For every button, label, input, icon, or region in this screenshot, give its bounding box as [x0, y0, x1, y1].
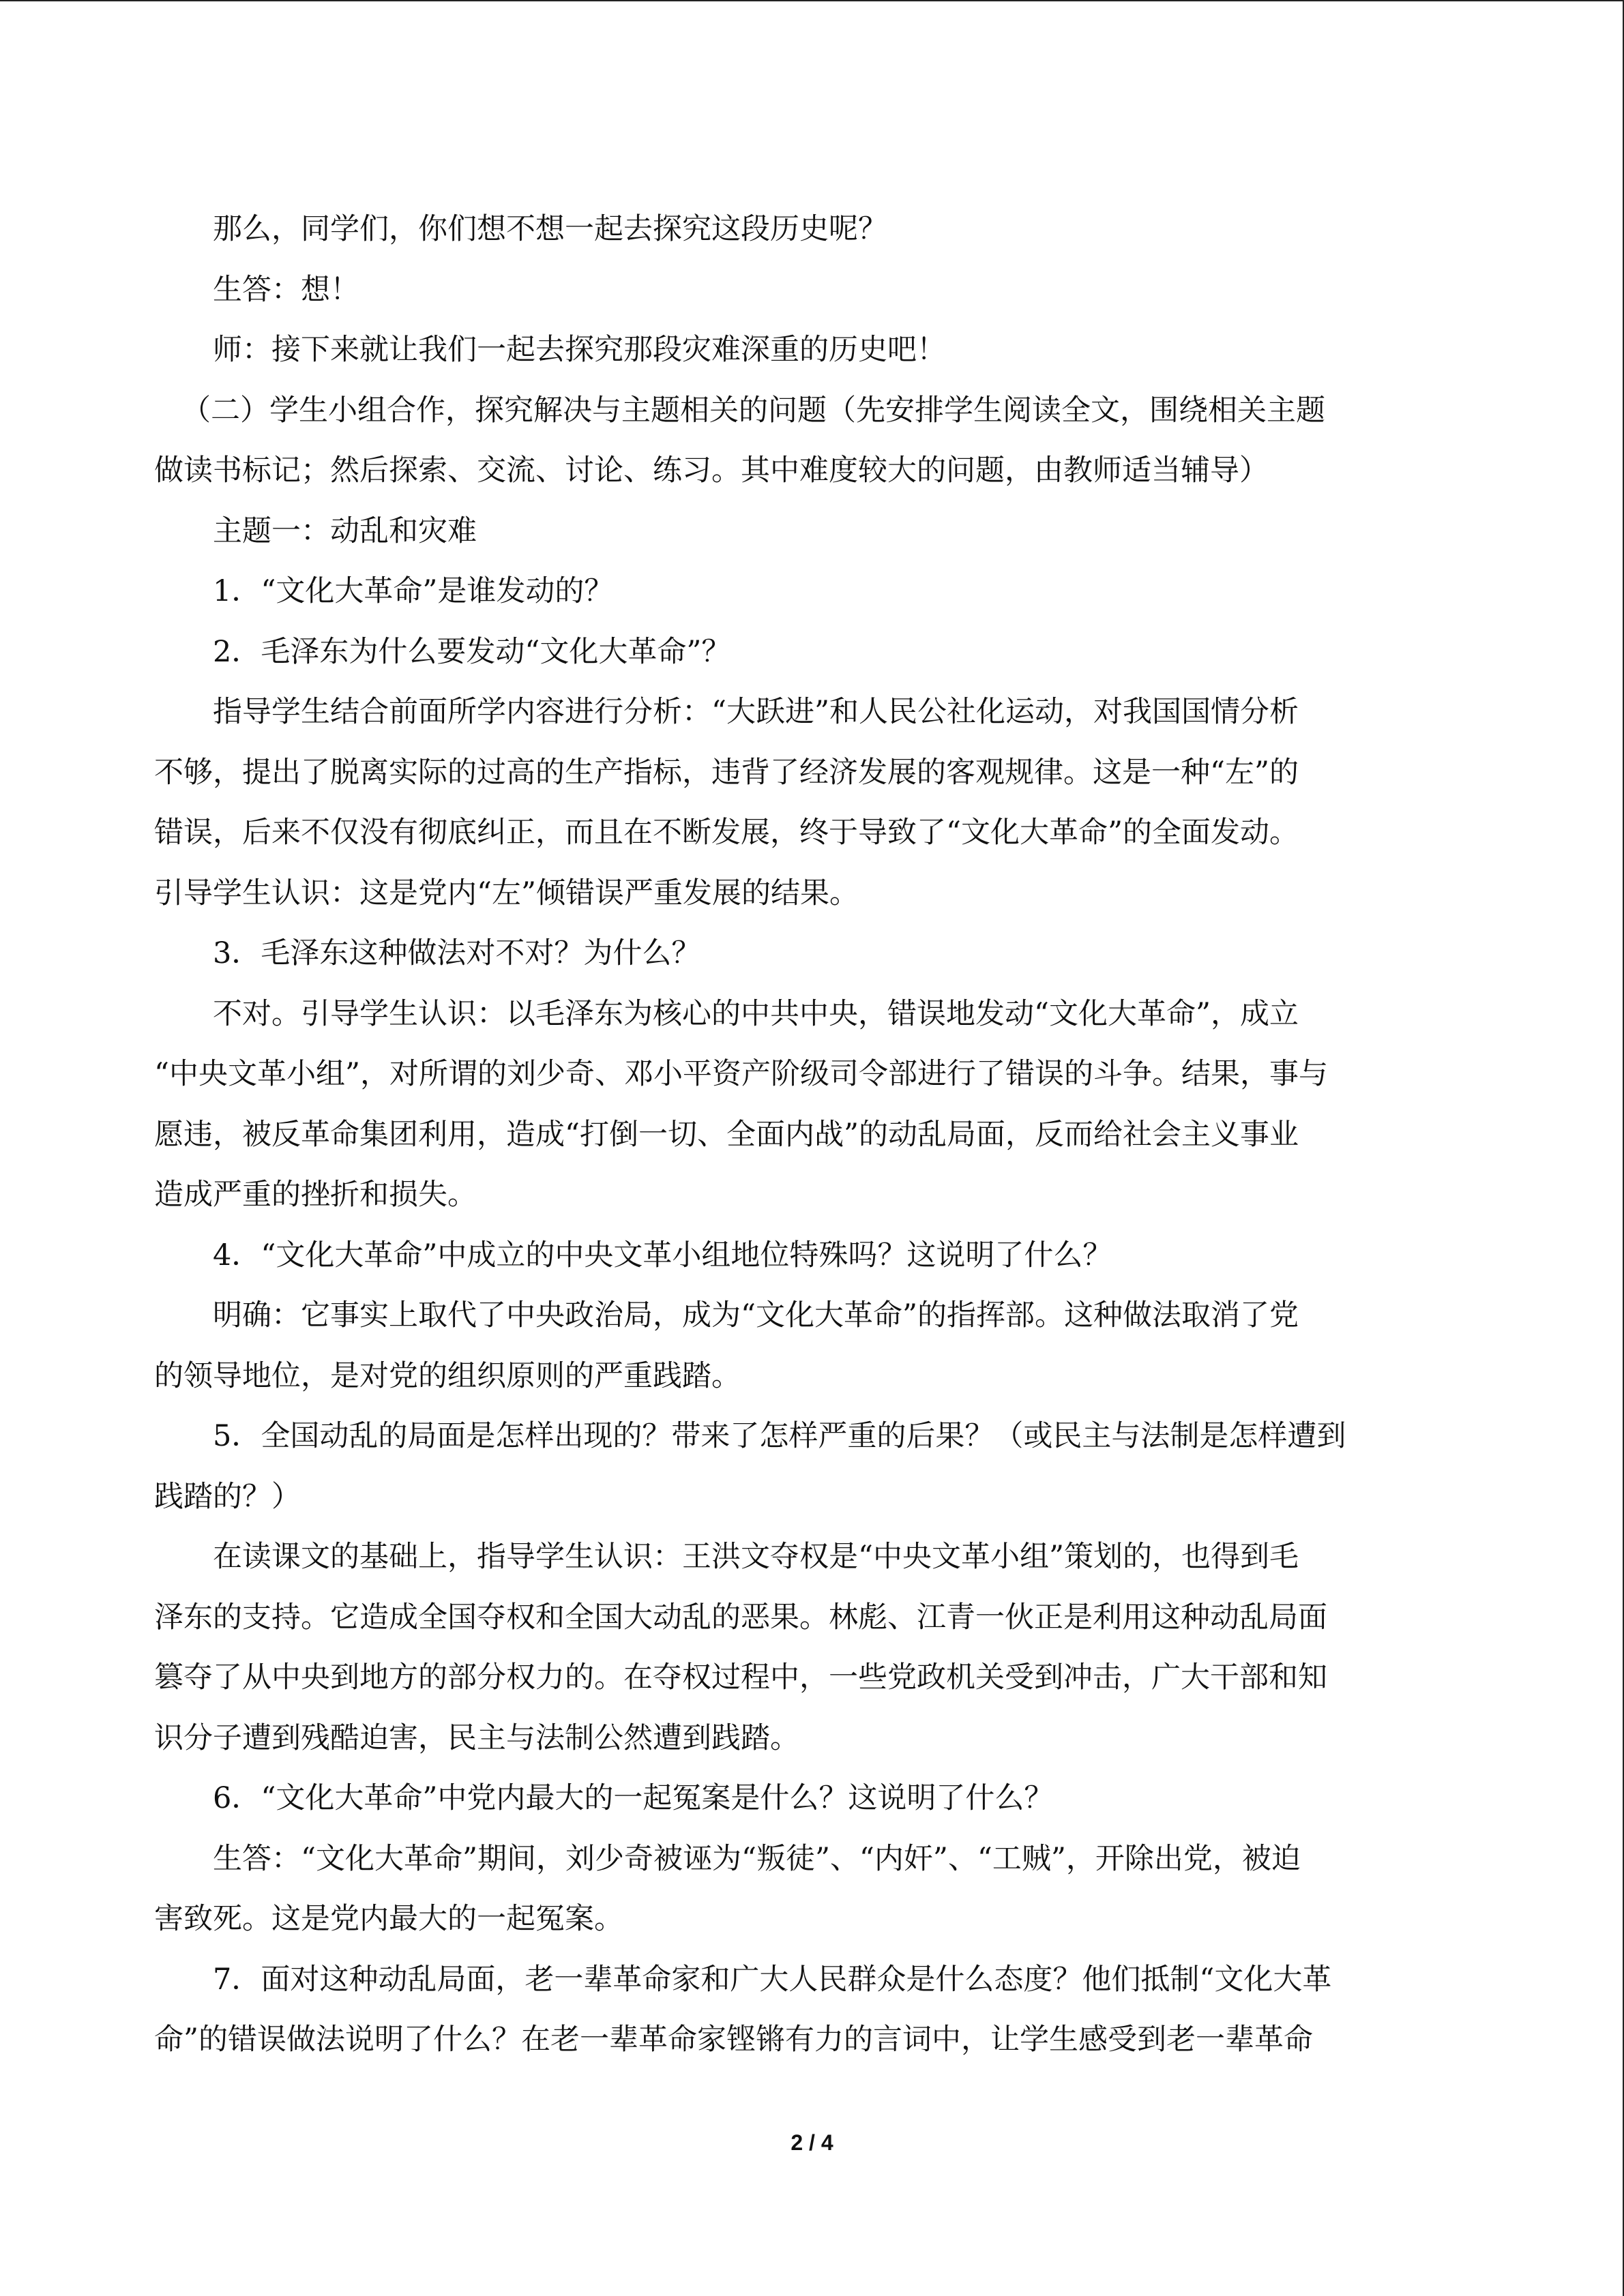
question-line: 6．“文化大革命”中党内最大的一起冤案是什么？这说明了什么？	[213, 1781, 1054, 1815]
paragraph-line: 识分子遭到残酷迫害，民主与法制公然遭到践踏。	[154, 1720, 799, 1755]
paragraph-line: 生答：想！	[213, 272, 359, 307]
paragraph-line: 指导学生结合前面所学内容进行分析：“大跃进”和人民公社化运动，对我国国情分析	[213, 695, 1299, 729]
paragraph-line: 不够，提出了脱离实际的过高的生产指标，违背了经济发展的客观规律。这是一种“左”的	[154, 755, 1299, 790]
question-line: 5．全国动乱的局面是怎样出现的？带来了怎样严重的后果？（或民主与法制是怎样遭到	[213, 1419, 1346, 1453]
paragraph-line: 命”的错误做法说明了什么？在老一辈革命家铿锵有力的言词中，让学生感受到老一辈革命	[154, 2023, 1313, 2057]
paragraph-line: 明确：它事实上取代了中央政治局，成为“文化大革命”的指挥部。这种做法取消了党	[213, 1298, 1299, 1332]
paragraph-line: 篡夺了从中央到地方的部分权力的。在夺权过程中，一些党政机关受到冲击，广大干部和知	[154, 1660, 1327, 1695]
page-number: 2 / 4	[791, 2130, 833, 2155]
paragraph-line: 生答：“文化大革命”期间，刘少奇被诬为“叛徒”、“内奸”、“工贼”，开除出党，被迫	[213, 1841, 1301, 1876]
question-line: 2．毛泽东为什么要发动“文化大革命”？	[213, 634, 731, 669]
paragraph-line: “中央文革小组”，对所谓的刘少奇、邓小平资产阶级司令部进行了错误的斗争。结果，事与	[154, 1057, 1328, 1091]
topic-heading: 主题一：动乱和灾难	[213, 513, 477, 548]
paragraph-line: 泽东的支持。它造成全国夺权和全国大动乱的恶果。林彪、江青一伙正是利用这种动乱局面	[154, 1600, 1327, 1635]
question-line: 7．面对这种动乱局面，老一辈革命家和广大人民群众是什么态度？他们抵制“文化大革	[213, 1962, 1332, 1997]
paragraph-line: 做读书标记；然后探索、交流、讨论、练习。其中难度较大的问题，由教师适当辅导）	[154, 453, 1269, 488]
paragraph-line: 愿违，被反革命集团利用，造成“打倒一切、全面内战”的动乱局面，反而给社会主义事业	[154, 1117, 1299, 1152]
document-body	[154, 199, 1474, 2070]
paragraph-line: 在读课文的基础上，指导学生认识：王洪文夺权是“中央文革小组”策划的，也得到毛	[213, 1540, 1299, 1574]
paragraph-line: 那么，同学们，你们想不想一起去探究这段历史呢？	[213, 212, 887, 246]
paragraph-line: 不对。引导学生认识：以毛泽东为核心的中共中央，错误地发动“文化大革命”，成立	[213, 996, 1299, 1031]
question-line: 1．“文化大革命”是谁发动的？	[213, 574, 614, 608]
paragraph-line: 害致死。这是党内最大的一起冤案。	[154, 1902, 623, 1936]
paragraph-line: 师：接下来就让我们一起去探究那段灾难深重的历史吧！	[213, 333, 946, 367]
paragraph-line: 引导学生认识：这是党内“左”倾错误严重发展的结果。	[154, 876, 859, 910]
paragraph-line: 践踏的？）	[154, 1479, 301, 1514]
question-line: 3．毛泽东这种做法对不对？为什么？	[213, 936, 701, 970]
paragraph-line: 的领导地位，是对党的组织原则的严重践踏。	[154, 1358, 741, 1393]
paragraph-line: 错误，后来不仅没有彻底纠正，而且在不断发展，终于导致了“文化大革命”的全面发动。	[154, 816, 1299, 850]
section-heading: （二）学生小组合作，探究解决与主题相关的问题（先安排学生阅读全文，围绕相关主题	[181, 393, 1325, 428]
paragraph-line: 造成严重的挫折和损失。	[154, 1178, 477, 1212]
question-line: 4．“文化大革命”中成立的中央文革小组地位特殊吗？这说明了什么？	[213, 1238, 1112, 1272]
